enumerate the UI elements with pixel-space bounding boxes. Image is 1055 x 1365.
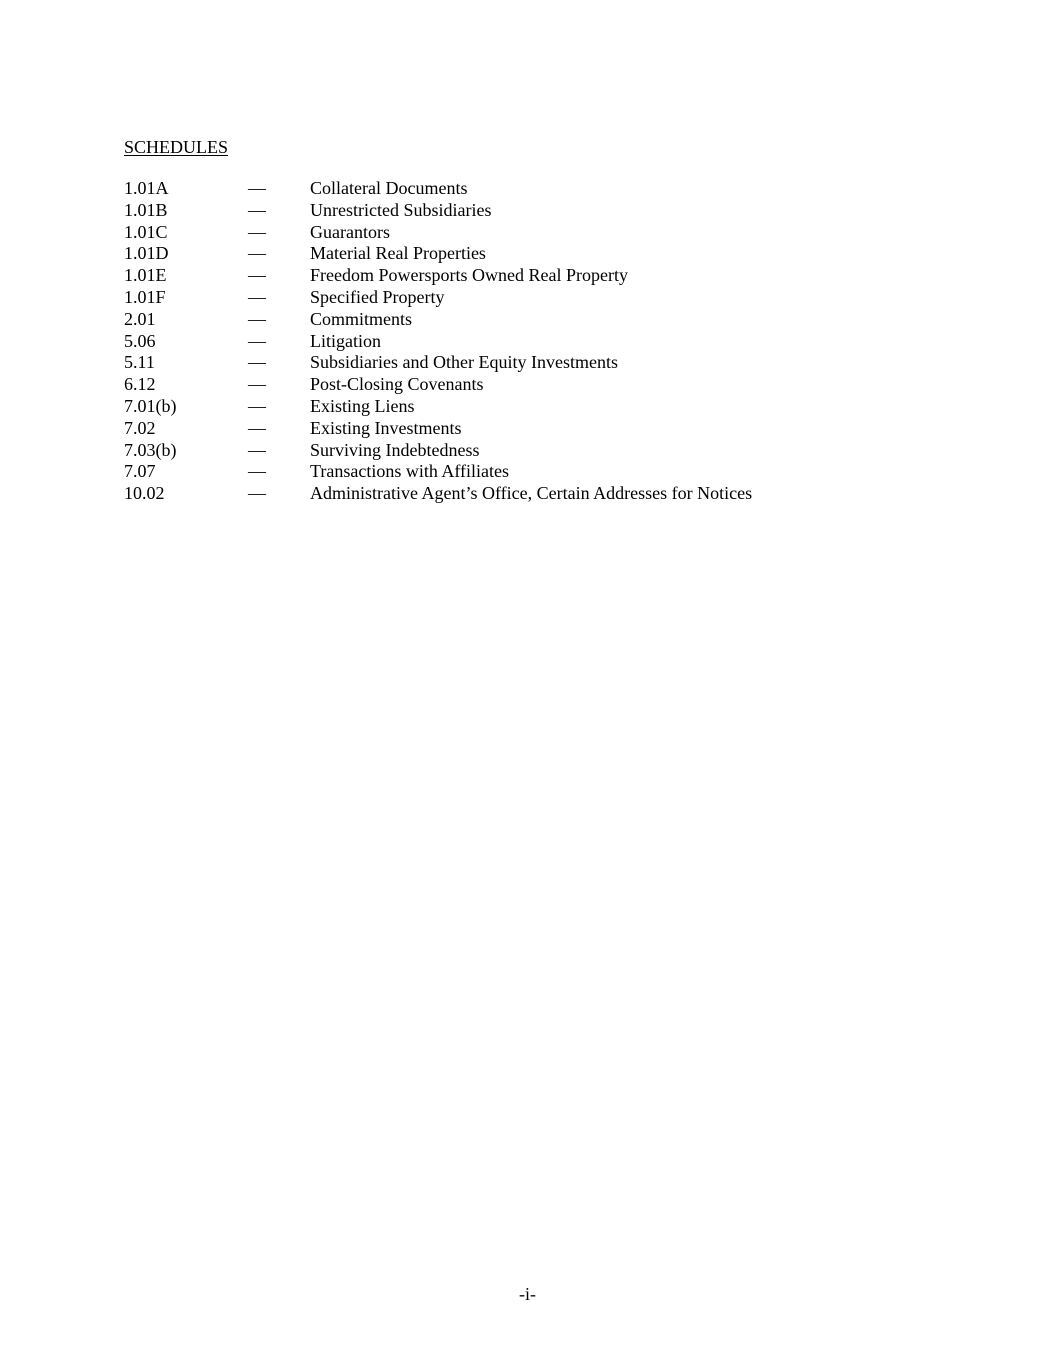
schedule-row (124, 374, 924, 396)
schedule-separator: — (248, 439, 266, 460)
schedule-number: 2.01 (124, 308, 156, 329)
schedule-title: Existing Investments (310, 417, 462, 438)
schedule-separator: — (248, 395, 266, 416)
schedule-separator: — (248, 461, 266, 482)
schedule-list (124, 178, 924, 505)
schedule-row (124, 243, 924, 265)
schedule-title: Surviving Indebtedness (310, 439, 480, 460)
schedule-row (124, 418, 924, 440)
schedule-row (124, 309, 924, 331)
schedule-number: 7.02 (124, 417, 156, 438)
schedule-separator: — (248, 178, 266, 198)
schedule-row (124, 396, 924, 418)
schedule-number: 7.01(b) (124, 395, 177, 416)
schedule-number: 1.01B (124, 199, 168, 220)
schedule-title: Commitments (310, 308, 413, 329)
schedule-title: Material Real Properties (310, 243, 486, 264)
schedule-title: Freedom Powersports Owned Real Property (310, 265, 628, 286)
schedule-row (124, 331, 924, 353)
schedule-row (124, 483, 924, 505)
schedule-separator: — (248, 308, 266, 329)
schedule-number: 1.01E (124, 265, 167, 286)
schedule-row (124, 352, 924, 374)
schedule-separator: — (248, 374, 266, 395)
schedule-number: 5.06 (124, 330, 156, 351)
schedule-number: 6.12 (124, 374, 156, 395)
schedule-row (124, 461, 924, 483)
schedule-number: 7.03(b) (124, 439, 177, 460)
schedule-title: Guarantors (310, 221, 390, 242)
schedule-number: 5.11 (124, 352, 155, 373)
schedule-title: Specified Property (310, 286, 445, 307)
schedule-row (124, 287, 924, 309)
schedule-separator: — (248, 265, 266, 286)
schedule-title: Administrative Agent’s Office, Certain Addresses for Notices (310, 483, 753, 504)
schedule-title: Transactions with Affiliates (310, 461, 509, 482)
schedule-separator: — (248, 417, 266, 438)
schedule-title: Litigation (310, 330, 381, 351)
schedule-separator: — (248, 221, 266, 242)
schedule-row (124, 222, 924, 244)
schedule-separator: — (248, 286, 266, 307)
schedule-title: Unrestricted Subsidiaries (310, 199, 492, 220)
schedule-separator: — (248, 330, 266, 351)
schedule-title: Collateral Documents (310, 178, 468, 198)
schedule-number: 10.02 (124, 483, 165, 504)
schedule-separator: — (248, 199, 266, 220)
schedule-title: Existing Liens (310, 395, 415, 416)
schedule-row (124, 440, 924, 462)
schedule-number: 1.01D (124, 243, 169, 264)
schedule-number: 1.01C (124, 221, 168, 242)
schedule-row (124, 200, 924, 222)
schedules-heading: SCHEDULES (124, 137, 229, 157)
schedule-title: Post-Closing Covenants (310, 374, 484, 395)
schedule-row (124, 265, 924, 287)
schedule-title: Subsidiaries and Other Equity Investments (310, 352, 618, 373)
schedule-separator: — (248, 352, 266, 373)
schedule-number: 7.07 (124, 461, 156, 482)
schedule-number: 1.01F (124, 286, 166, 307)
schedule-separator: — (248, 243, 266, 264)
schedule-separator: — (248, 483, 266, 504)
schedule-row (124, 178, 924, 200)
schedule-number: 1.01A (124, 178, 169, 198)
page-number: -i- (519, 1284, 536, 1304)
